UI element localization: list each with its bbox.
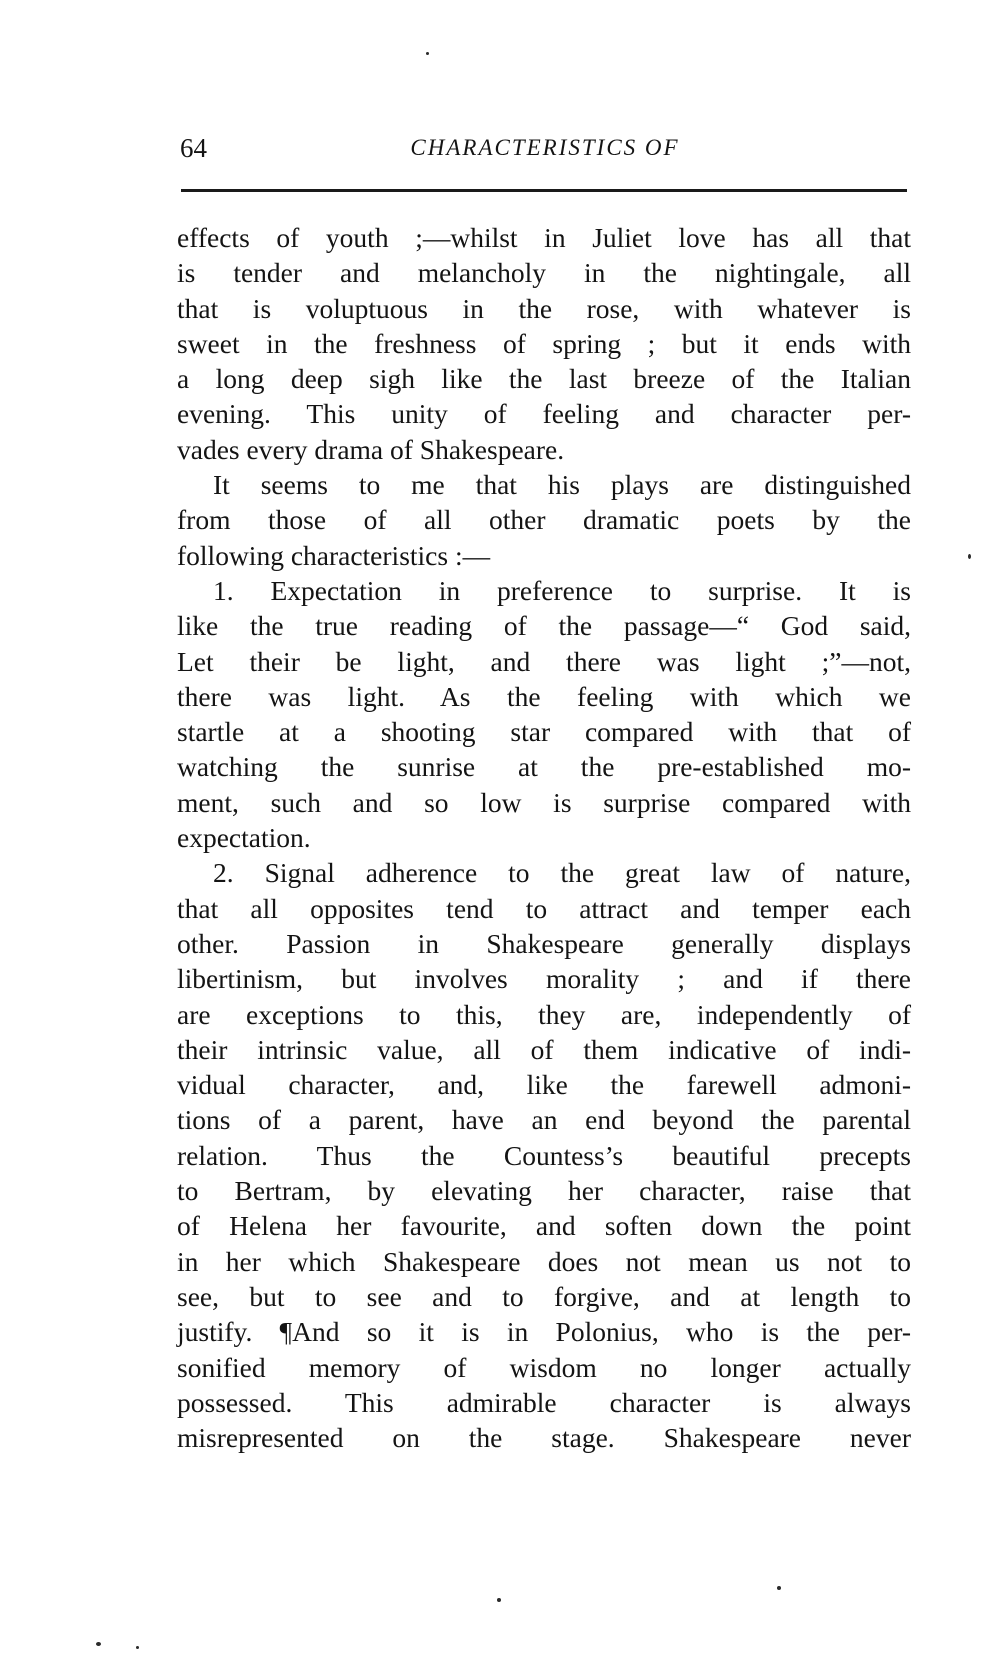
text-line: that all opposites tend to attract and temper each (177, 892, 911, 924)
scan-speck (96, 1642, 101, 1646)
scan-speck (968, 554, 971, 559)
text-line: libertinism, but involves morality ; and if there (177, 963, 911, 995)
text-line: justify. ¶And so it is in Polonius, who is the per- (177, 1316, 911, 1348)
text-line: expectation. (177, 822, 311, 854)
text-line: effects of youth ;—whilst in Juliet love has all that (177, 222, 911, 253)
text-line: watching the sunrise at the pre-established mo- (177, 751, 911, 783)
header-rule (181, 189, 907, 192)
page-number: 64 (180, 133, 207, 163)
body-text (177, 220, 911, 1455)
running-title: CHARACTERISTICS OF (410, 135, 680, 160)
text-line: from those of all other dramatic poets by the (177, 504, 911, 536)
text-line: 2. Signal adherence to the great law of nature, (213, 857, 911, 889)
text-line: vades every drama of Shakespeare. (177, 433, 565, 465)
text-line: sweet in the freshness of spring ; but it ends with (177, 327, 911, 359)
text-line: to Bertram, by elevating her character, raise that (177, 1175, 911, 1207)
text-line: other. Passion in Shakespeare generally displays (177, 927, 911, 959)
text-line: is tender and melancholy in the nightingale, all (177, 257, 911, 289)
text-line: startle at a shooting star compared with that of (177, 716, 911, 748)
text-line: Let their be light, and there was light ;”—not, (177, 645, 911, 677)
text-line: vidual character, and, like the farewell admoni- (177, 1069, 911, 1101)
text-line: a long deep sigh like the last breeze of the Italian (177, 363, 911, 395)
scan-speck (777, 1586, 781, 1590)
text-line: evening. This unity of feeling and character per- (177, 398, 911, 430)
text-line: see, but to see and to forgive, and at length to (177, 1280, 911, 1312)
running-header (180, 128, 910, 168)
text-line: in her which Shakespeare does not mean us not to (177, 1245, 911, 1277)
text-line: It seems to me that his plays are distinguished (213, 469, 911, 501)
text-line: are exceptions to this, they are, independently of (177, 998, 911, 1030)
text-line: relation. Thus the Countess’s beautiful precepts (177, 1139, 911, 1171)
text-line: that is voluptuous in the rose, with whatever is (177, 292, 911, 324)
text-line: 1. Expectation in preference to surprise. It is (213, 574, 911, 606)
text-line: there was light. As the feeling with which we (177, 680, 911, 712)
text-line: sonified memory of wisdom no longer actually (177, 1351, 911, 1383)
text-line: of Helena her favourite, and soften down the point (177, 1210, 911, 1242)
scan-speck (136, 1646, 139, 1649)
text-line: possessed. This admirable character is always (177, 1386, 911, 1418)
text-line: their intrinsic value, all of them indicative of indi- (177, 1033, 911, 1065)
text-line: like the true reading of the passage—“ God said, (177, 610, 911, 642)
text-line: misrepresented on the stage. Shakespeare never (177, 1422, 911, 1454)
scan-speck (497, 1598, 501, 1602)
text-line: following characteristics :— (177, 539, 491, 571)
text-line: tions of a parent, have an end beyond the parental (177, 1104, 911, 1136)
scan-speck (426, 52, 429, 55)
text-line: ment, such and so low is surprise compared with (177, 786, 911, 818)
